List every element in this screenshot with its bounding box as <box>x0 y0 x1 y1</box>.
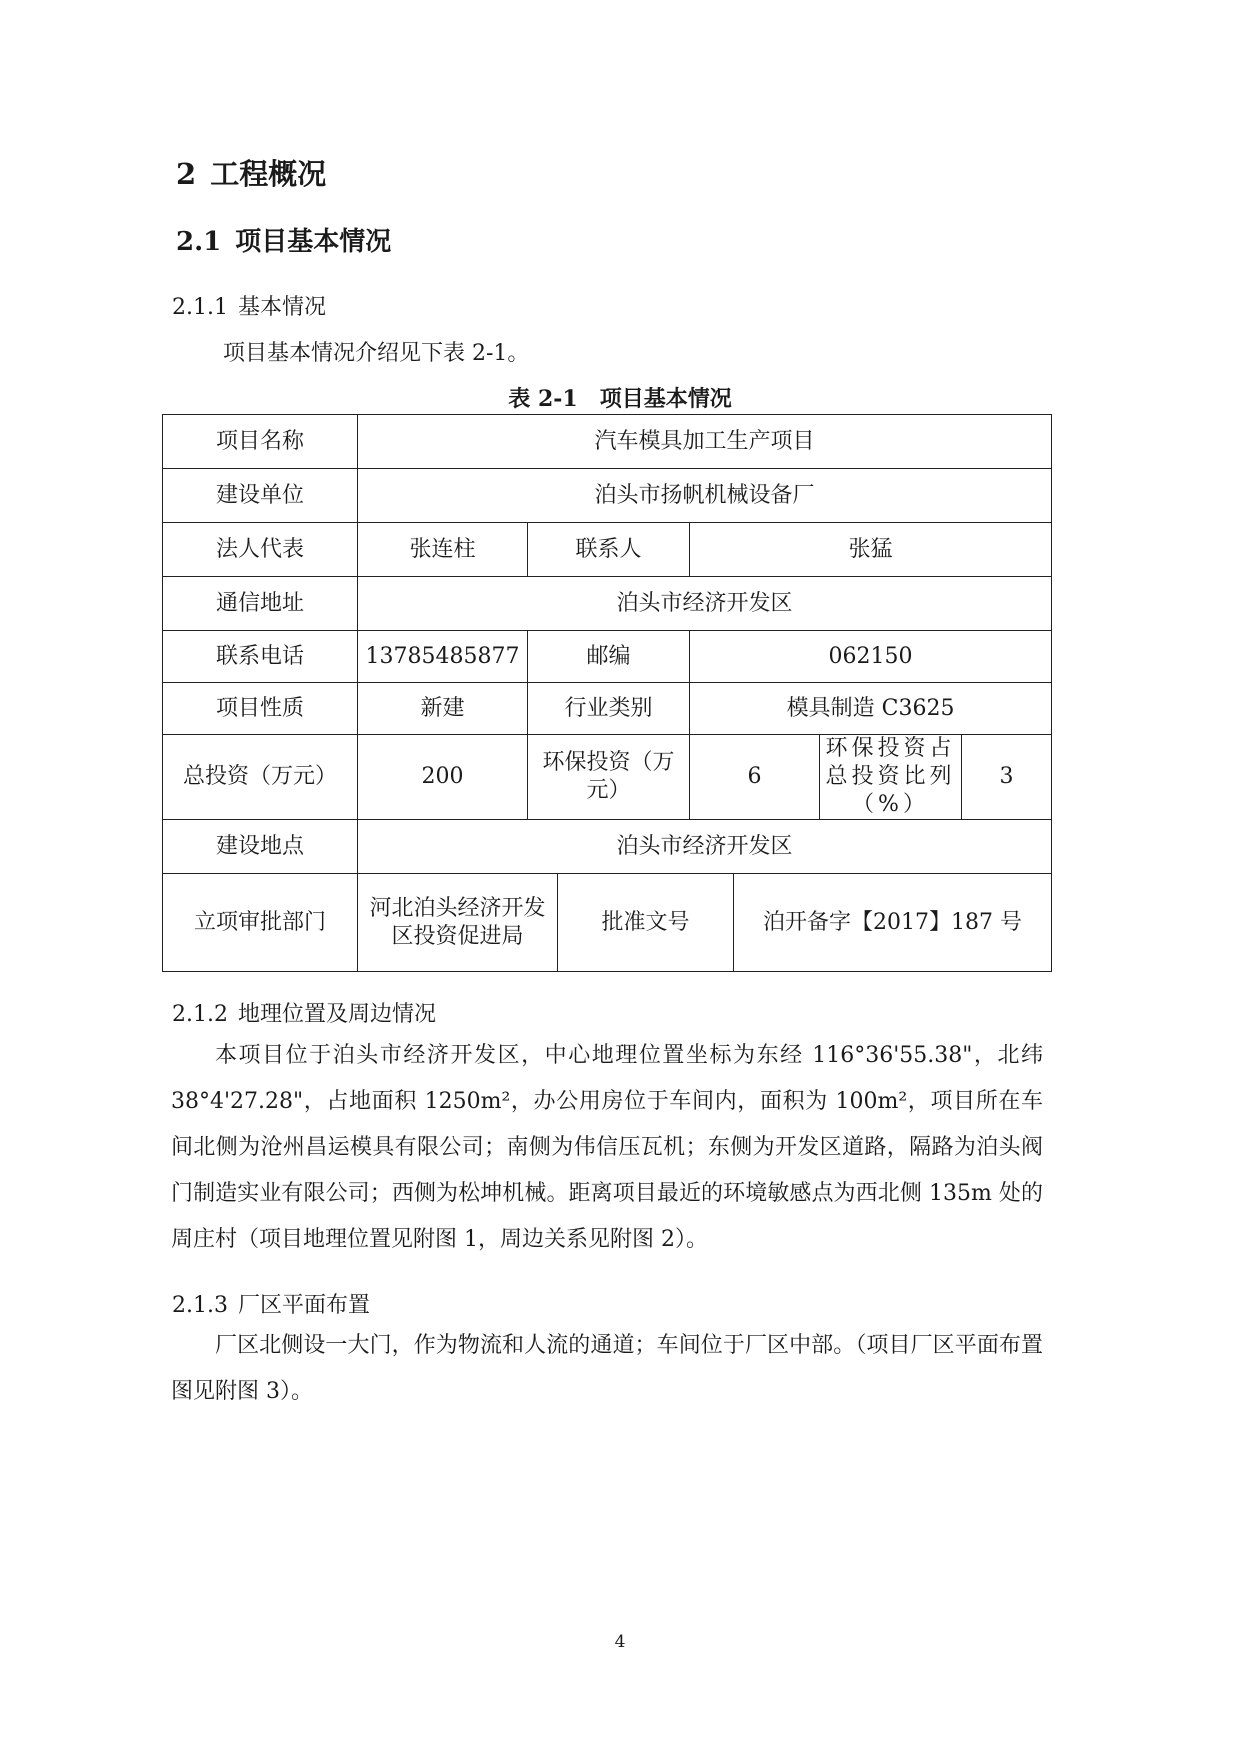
section-heading <box>176 221 391 258</box>
nature-value: 新建 <box>358 683 528 735</box>
table-row <box>163 631 1052 683</box>
table-row <box>163 469 1052 523</box>
legal-rep-label: 法人代表 <box>163 523 358 577</box>
layout-paragraph: 厂区北侧设一大门，作为物流和人流的通道；车间位于厂区中部。（项目厂区平面布置图见附图 3）。 <box>171 1333 1043 1404</box>
env-ratio-value: 3 <box>962 735 1052 820</box>
page-number: 4 <box>614 1632 626 1652</box>
site-value: 泊头市经济开发区 <box>358 820 1052 874</box>
phone-label: 联系电话 <box>163 631 358 683</box>
builder-value: 泊头市扬帆机械设备厂 <box>358 469 1052 523</box>
subsection-number: 2.1.3 <box>172 1293 228 1318</box>
industry-value: 模具制造 C3625 <box>690 683 1052 735</box>
phone-value: 13785485877 <box>358 631 528 683</box>
industry-label: 行业类别 <box>528 683 690 735</box>
intro-paragraph: 项目基本情况介绍见下表 2-1。 <box>223 341 530 366</box>
project-name-label: 项目名称 <box>163 415 358 469</box>
subsection-heading-213 <box>172 1288 370 1319</box>
total-invest-label: 总投资（万元） <box>163 735 358 820</box>
approval-dept-label: 立项审批部门 <box>163 874 358 972</box>
table-row <box>163 735 1052 820</box>
subsection-heading-212 <box>172 997 436 1028</box>
section-title: 项目基本情况 <box>235 227 392 257</box>
total-invest-value: 200 <box>358 735 528 820</box>
subsection-number: 2.1.1 <box>172 295 228 320</box>
address-value: 泊头市经济开发区 <box>358 577 1052 631</box>
postcode-value: 062150 <box>690 631 1052 683</box>
location-paragraph: 本项目位于泊头市经济开发区，中心地理位置坐标为东经 116°36'55.38"，北纬 38°4'27.28"，占地面积 1250m²，办公用房位于车间内，面积为 100m²，项目所在车间北侧为沧州昌运模具有限公司；南侧为伟信压瓦机；东侧为开发区道路，隔路为泊头阀门制造实业有限公司；西侧为松坤机械。距离项目最近的环境敏感点为西北侧 135m 处的周庄村（项目地理位置见附图 1，周边关系见附图 2）。 <box>171 1043 1043 1252</box>
legal-rep-value: 张连柱 <box>358 523 528 577</box>
subsection-number: 2.1.2 <box>172 1002 228 1027</box>
table-row <box>163 523 1052 577</box>
address-label: 通信地址 <box>163 577 358 631</box>
approval-dept-value: 河北泊头经济开发区投资促进局 <box>358 874 558 972</box>
contact-value: 张猛 <box>690 523 1052 577</box>
env-invest-value: 6 <box>690 735 820 820</box>
chapter-heading <box>176 152 326 193</box>
builder-label: 建设单位 <box>163 469 358 523</box>
subsection-title: 地理位置及周边情况 <box>237 1002 436 1027</box>
section-number: 2.1 <box>176 227 222 257</box>
subsection-title: 厂区平面布置 <box>237 1293 370 1318</box>
subsection-heading-211 <box>172 290 326 321</box>
table-caption-label: 表 2-1 <box>508 386 578 412</box>
table-row <box>163 683 1052 735</box>
project-info-table <box>162 414 1052 972</box>
env-ratio-label: 环保投资占总投资比列（%） <box>820 735 962 820</box>
approval-no-value: 泊开备字【2017】187 号 <box>734 874 1052 972</box>
subsection-title: 基本情况 <box>237 295 326 320</box>
env-invest-label: 环保投资（万元） <box>528 735 690 820</box>
site-label: 建设地点 <box>163 820 358 874</box>
table-row <box>163 577 1052 631</box>
table-caption <box>0 382 1240 413</box>
project-name-value: 汽车模具加工生产项目 <box>358 415 1052 469</box>
table-row <box>163 820 1052 874</box>
table-row <box>163 874 1052 972</box>
postcode-label: 邮编 <box>528 631 690 683</box>
table-row <box>163 415 1052 469</box>
chapter-number: 2 <box>176 157 197 191</box>
contact-label: 联系人 <box>528 523 690 577</box>
table-caption-title: 项目基本情况 <box>599 386 732 412</box>
nature-label: 项目性质 <box>163 683 358 735</box>
approval-no-label: 批准文号 <box>558 874 734 972</box>
chapter-title: 工程概况 <box>210 157 327 191</box>
